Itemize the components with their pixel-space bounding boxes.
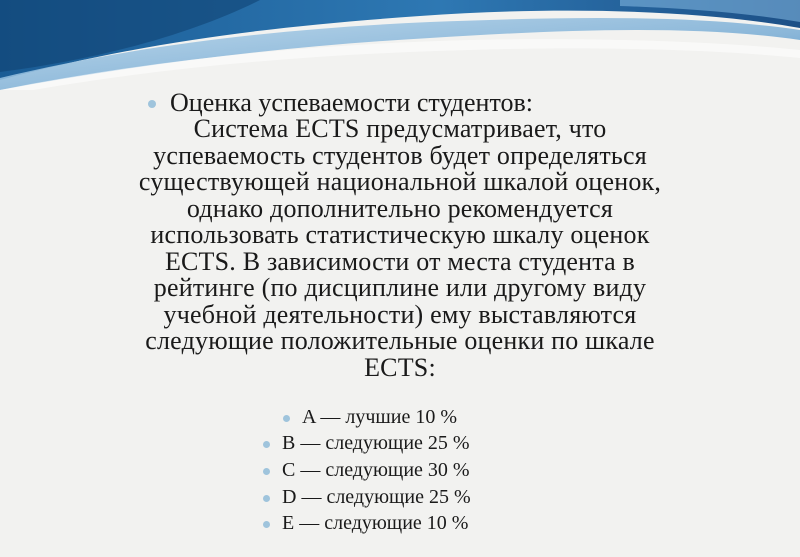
bullet-icon — [263, 495, 270, 502]
grade-item-b — [263, 432, 470, 455]
grade-item-a — [283, 406, 457, 429]
grade-text: B — следующие 25 % — [282, 432, 470, 454]
bullet-icon — [263, 468, 270, 475]
grade-text: A — лучшие 10 % — [302, 406, 458, 428]
bullet-icon — [148, 100, 156, 108]
grade-item-c — [263, 459, 470, 482]
grade-text: D — следующие 25 % — [282, 486, 471, 508]
grade-text: E — следующие 10 % — [282, 512, 469, 534]
grade-item-d — [263, 486, 471, 509]
body-paragraph — [50, 116, 750, 381]
bullet-icon — [263, 441, 270, 448]
paragraph-line: успеваемость студентов будет определяться — [153, 140, 647, 170]
grade-text: C — следующие 30 % — [282, 459, 470, 481]
heading-text: Оценка успеваемости студентов: — [170, 88, 533, 117]
paragraph-line: ECTS: — [364, 352, 436, 382]
paragraph-line: однако дополнительно рекомендуется — [186, 193, 614, 223]
bullet-icon — [283, 415, 290, 422]
bullet-icon — [263, 521, 270, 528]
grade-item-e — [263, 512, 468, 535]
paragraph-line: использовать статистическую шкалу оценок — [150, 220, 650, 249]
paragraph-line: рейтинге (по дисциплине или другому виду — [153, 273, 647, 302]
paragraph-line: следующие положительные оценки по шкале — [145, 326, 655, 355]
paragraph-line: ECTS. В зависимости от места студента в — [164, 246, 636, 276]
paragraph-line: учебной деятельности) ему выставляются — [163, 299, 637, 329]
paragraph-line: существующей национальной шкалой оценок, — [138, 167, 662, 196]
paragraph-line: Система ECTS предусматривает, что — [193, 114, 607, 143]
